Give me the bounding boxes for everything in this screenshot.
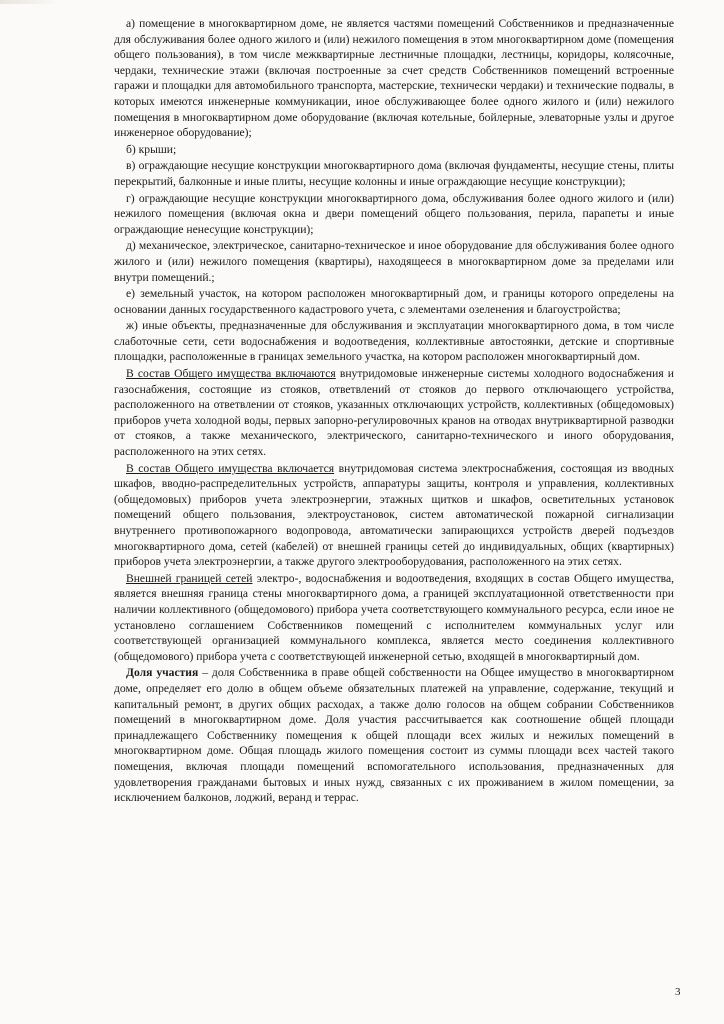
network-boundary-text: электро-, водоснабжения и водоотведения, входящих в состав Общего имущества, является внешняя граница стены многоквартирного дома, а границей эксплуатационной ответственности при наличии коллективного (общедомового) прибора учета соответствующего коммунального ресурса, если иное не установлено соглашением Собственников помещений с исполнителем коммунальных услуг или соответствующей организацией коммунального комплекса, является место соединения коллективного (общедомового) прибора учета с соответствующей инженерной сетью, входящей в многоквартирный дом. <box>114 571 675 663</box>
water-systems-lead: В состав Общего имущества включаются <box>126 367 336 381</box>
paragraph-b: б) крыши; <box>126 142 177 156</box>
scan-edge-mark <box>0 0 60 4</box>
paragraph-water-systems <box>114 366 674 460</box>
participation-share-text: – доля Собственника в праве общей собственности на Общее имущество в многоквартирном доме, определяет его долю в общем объеме обязательных платежей на управление, содержание, текущий и капитальный ремонт, в других общих расходах, а также долю голосов на общем собрании Собственников помещений в многоквартирном доме. Доля участия рассчитывается как соотношение общей площади принадлежащего Собственнику помещения к общей площади всех жилых и нежилых помещений в многоквартирном доме. Общая площадь жилого помещения состоит из суммы площади всех частей такого помещения, включая площади помещений вспомогательного использования, предназначенных для удовлетворения гражданами бытовых и иных нужд, связанных с их проживанием в жилом помещении, за исключением балконов, лоджий, веранд и террас. <box>114 666 674 805</box>
paragraph-d: д) механическое, электрическое, санитарно-техническое и иное оборудование для обслуживания более одного жилого и (или) нежилого помещения (квартиры), находящееся в многоквартирном доме за пределами или внутри помещений.; <box>114 239 674 284</box>
paragraph-g: г) ограждающие несущие конструкции многоквартирного дома, обслуживания более одного жилого и (или) нежилого помещения (включая окна и двери помещений общего пользования, перила, парапеты и иные ограждающие ненесущие конструкции); <box>114 191 674 236</box>
water-systems-text: внутридомовые инженерные системы холодного водоснабжения и газоснабжения, состоящие из стояков, ответвлений от стояков до первого отключающего устройства, расположенного на ответвлении от стояков, указанных отключающих устройств, коллективных (общедомовых) приборов учета холодной воды, первых запорно-регулировочных кранов на отводах внутриквартирной разводки от стояков, а также механического, электрического, санитарно-технического и иного оборудования, расположенного на этих сетях. <box>114 367 675 459</box>
network-boundary-lead: Внешней границей сетей <box>126 571 253 585</box>
electric-systems-text: внутридомовая система электроснабжения, состоящая из вводных шкафов, вводно-распределительных устройств, аппаратуры защиты, контроля и управления, коллективных (общедомовых) приборов учета электроэнергии, этажных щитков и шкафов, осветительных установок помещений общего пользования, электроустановок, систем автоматической пожарной сигнализации внутреннего противопожарного водопровода, автоматически запирающихся устройств дверей подъездов многоквартирного дома, сетей (кабелей) от внешней границы сетей до индивидуальных, общих (квартирных) приборов учета электроэнергии, а также другого электрооборудования, расположенного на этих сетях. <box>114 461 674 569</box>
paragraph-network-boundary <box>114 571 674 665</box>
page-number: 3 <box>675 986 681 998</box>
paragraph-e: е) земельный участок, на котором расположен многоквартирный дом, и границы которого определены на основании данных государственного кадастрового учета, с элементами озеленения и благоустройства; <box>114 287 674 316</box>
paragraph-electric-systems <box>114 461 674 570</box>
electric-systems-lead: В состав Общего имущества включается <box>126 461 335 475</box>
paragraph-participation-share <box>114 665 674 805</box>
paragraph-zh: ж) иные объекты, предназначенные для обслуживания и эксплуатации многоквартирного дома, в том числе слаботочные сети, сети водоснабжения и водоотведения, коллективные автостоянки, детские и спортивные площадки, расположенные в границах земельного участка, на котором расположен многоквартирный дом. <box>114 319 674 364</box>
paragraph-a: а) помещение в многоквартирном доме, не является частями помещений Собственников и предназначенные для обслуживания более одного жилого и (или) нежилого помещения в этом многоквартирном доме (помещения общего пользования), в том числе межквартирные лестничные площадки, лестницы, коридоры, колясочные, чердаки, технические этажи (включая построенные за счет средств Собственников помещений встроенные гаражи и площадки для автомобильного транспорта, мастерские, технически чердаки) и технические подвалы, в которых имеются инженерные коммуникации, иное обслуживающее более одного жилого и (или) нежилого помещения в многоквартирном доме оборудование (включая котельные, бойлерные, элеваторные узлы и другое инженерное оборудование); <box>114 17 674 140</box>
paragraph-v: в) ограждающие несущие конструкции многоквартирного дома (включая фундаменты, несущие стены, плиты перекрытий, балконные и иные плиты, несущие колонны и иные ограждающие несущие конструкции); <box>114 159 674 188</box>
participation-share-term: Доля участия <box>126 666 199 680</box>
